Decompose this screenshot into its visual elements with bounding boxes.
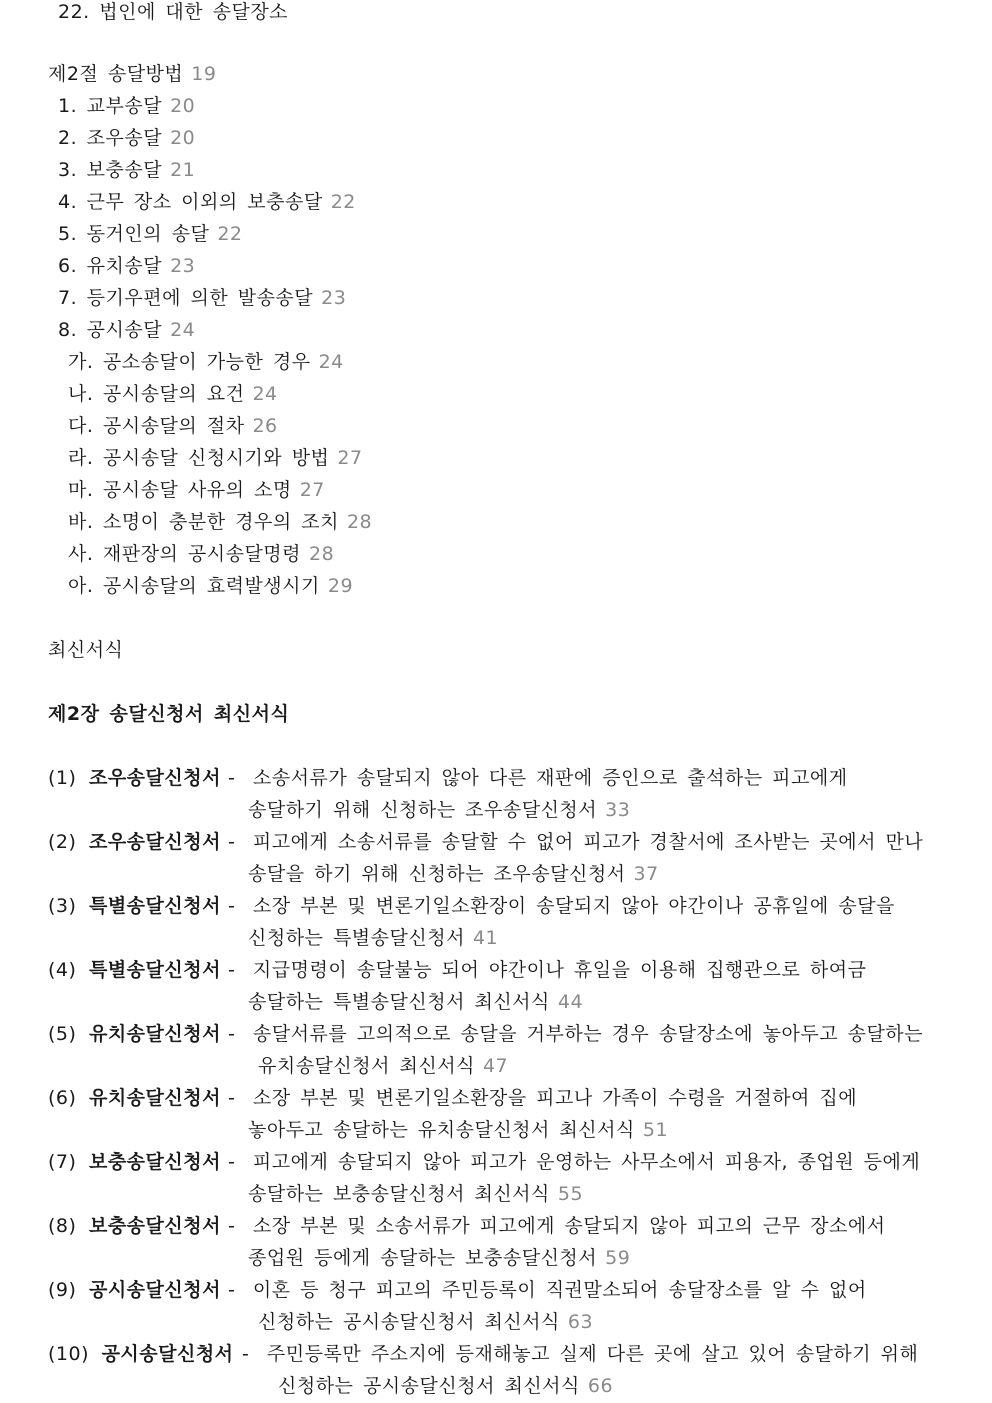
toc-subitem-label: 사. 재판장의 공시송달명령 [68,543,302,565]
toc-item-label: 22. 법인에 대한 송달장소 [58,1,289,23]
entry-text: 피고에게 송달되지 않아 피고가 운영하는 사무소에서 피용자, 종업원 등에게 [252,1151,921,1173]
toc-subitem-label: 다. 공시송달의 절차 [68,415,245,437]
latest-forms-label: 최신서식 [48,639,124,661]
entry-text: 소장 부본 및 변론기일소환장이 송달되지 않아 야간이나 공휴일에 송달을 [252,895,895,917]
page-number: 28 [346,511,373,533]
entry-number: (8) [48,1215,77,1237]
toc-subitem [68,446,363,470]
toc-item-label: 3. 보충송달 [58,159,163,181]
form-entry [48,1278,221,1302]
page-number: 41 [472,927,499,949]
toc-item-label: 5. 동거인의 송달 [58,223,210,245]
toc-item-22 [58,0,288,24]
entry-name: 특별송달신청서 [88,959,221,981]
entry-text: 종업원 등에게 송달하는 보충송달신청서 [248,1247,598,1269]
entry-number: (3) [48,895,77,917]
toc-subitem-label: 아. 공시송달의 효력발생시기 [68,575,320,597]
page-number: 51 [642,1119,669,1141]
toc-subitem [68,510,372,534]
form-entry [48,1342,234,1366]
entry-desc-line2 [258,1054,508,1078]
page-number: 27 [299,479,325,501]
toc-subitem [68,542,334,566]
page-number: 20 [170,95,196,117]
entry-desc-line2 [248,926,498,950]
page-number: 22 [217,223,243,245]
entry-number: (6) [48,1087,77,1109]
form-entry [48,1214,221,1238]
form-entry [48,1022,221,1046]
entry-text: 놓아두고 송달하는 유치송달신청서 최신서식 [248,1119,635,1141]
page-number: 23 [170,255,196,277]
page-number: 24 [252,383,278,405]
form-entry [48,894,221,918]
toc-subitem [68,478,325,502]
entry-text: 소송서류가 송달되지 않아 다른 재판에 증인으로 출석하는 피고에게 [252,767,848,789]
entry-number: (7) [48,1151,77,1173]
page-number: 21 [170,159,196,181]
page-number: 28 [309,543,335,565]
toc-subitem-label: 바. 소명이 충분한 경우의 조치 [68,511,339,533]
toc-subitem-label: 라. 공시송달 신청시기와 방법 [68,447,330,469]
entry-desc-line1 [242,1342,918,1366]
page-number: 23 [321,287,347,309]
entry-text: 신청하는 공시송달신청서 최신서식 [278,1375,580,1397]
toc-item-label: 8. 공시송달 [58,319,163,341]
entry-text: 신청하는 특별송달신청서 [248,927,465,949]
page-number: 24 [318,351,344,373]
toc-subitem [68,382,278,406]
entry-text: 소장 부본 및 변론기일소환장을 피고나 가족이 수령을 거절하여 집에 [252,1087,858,1109]
entry-name: 보충송달신청서 [88,1215,221,1237]
entry-desc-line1 [228,894,895,918]
page-number: 47 [482,1055,509,1077]
entry-name: 특별송달신청서 [88,895,221,917]
toc-item [58,158,195,182]
entry-name: 유치송달신청서 [88,1087,221,1109]
entry-desc-line1 [228,1086,857,1110]
entry-name: 조우송달신청서 [88,831,221,853]
toc-subitem-label: 나. 공시송달의 요건 [68,383,245,405]
entry-desc-line2 [248,990,583,1014]
toc-subitem [68,350,344,374]
page-number: 59 [605,1247,631,1269]
entry-text: 송달하는 보충송달신청서 최신서식 [248,1183,550,1205]
page-number: 66 [587,1375,614,1397]
entry-name: 공시송달신청서 [88,1279,221,1301]
entry-text: 송달서류를 고의적으로 송달을 거부하는 경우 송달장소에 놓아두고 송달하는 [252,1023,924,1045]
page-number: 33 [605,799,631,821]
entry-text: 송달하는 특별송달신청서 최신서식 [248,991,550,1013]
entry-desc-line1 [228,1278,867,1302]
page-number: 26 [252,415,278,437]
entry-desc-line2 [248,1246,630,1270]
toc-subitem [68,574,353,598]
entry-name: 보충송달신청서 [88,1151,221,1173]
entry-text: 신청하는 공시송달신청서 최신서식 [258,1311,560,1333]
entry-desc-line1 [228,766,848,790]
chapter-title: 제2장 송달신청서 최신서식 [48,703,290,725]
entry-desc-line1 [228,830,923,854]
toc-item [58,190,356,214]
entry-text: 지급명령이 송달불능 되어 야간이나 휴일을 이용해 집행관으로 하여금 [252,959,867,981]
entry-desc-line2 [278,1374,613,1398]
entry-name: 공시송달신청서 [101,1343,234,1365]
form-entry [48,958,221,982]
page-number: 37 [633,863,659,885]
entry-number: (10) [48,1343,90,1365]
page-number: 22 [330,191,356,213]
toc-item-label: 6. 유치송달 [58,255,163,277]
page-number: 44 [557,991,584,1013]
section-title: 제2절 송달방법 [48,63,184,85]
form-entry [48,766,221,790]
entry-dash: - [228,1087,236,1109]
entry-desc-line1 [228,1214,886,1238]
entry-dash: - [228,895,236,917]
entry-name: 조우송달신청서 [88,767,221,789]
toc-item-label: 7. 등기우편에 의한 발송송달 [58,287,314,309]
page-number: 63 [567,1311,594,1333]
page-number: 19 [191,63,217,85]
toc-subitem [68,414,278,438]
entry-desc-line2 [248,1182,583,1206]
form-entry [48,1086,221,1110]
toc-item [58,222,243,246]
entry-text: 주민등록만 주소지에 등재해놓고 실제 다른 곳에 살고 있어 송달하기 위해 [266,1343,919,1365]
page-number: 20 [170,127,196,149]
entry-number: (2) [48,831,77,853]
page-number: 24 [170,319,196,341]
entry-dash: - [228,1151,236,1173]
entry-text: 유치송달신청서 최신서식 [258,1055,475,1077]
entry-desc-line1 [228,958,866,982]
page-number: 55 [557,1183,584,1205]
page-number: 29 [327,575,354,597]
section-heading [48,62,216,86]
toc-subitem-label: 마. 공시송달 사유의 소명 [68,479,292,501]
toc-item-label: 1. 교부송달 [58,95,163,117]
entry-text: 이혼 등 청구 피고의 주민등록이 직권말소되어 송달장소를 알 수 없어 [252,1279,867,1301]
entry-text: 송달하기 위해 신청하는 조우송달신청서 [248,799,598,821]
toc-item-label: 2. 조우송달 [58,127,163,149]
entry-number: (1) [48,767,77,789]
entry-desc-line2 [248,798,630,822]
entry-dash: - [228,767,236,789]
entry-dash: - [242,1343,250,1365]
toc-item [58,94,195,118]
entry-number: (9) [48,1279,77,1301]
entry-dash: - [228,1215,236,1237]
toc-item-label: 4. 근무 장소 이외의 보충송달 [58,191,323,213]
entry-text: 소장 부본 및 소송서류가 피고에게 송달되지 않아 피고의 근무 장소에서 [252,1215,886,1237]
entry-number: (4) [48,959,77,981]
entry-text: 피고에게 소송서류를 송달할 수 없어 피고가 경찰서에 조사받는 곳에서 만나 [252,831,924,853]
form-entry [48,1150,221,1174]
toc-item [58,286,346,310]
entry-number: (5) [48,1023,77,1045]
entry-desc-line1 [228,1150,920,1174]
entry-desc-line2 [248,862,659,886]
page-number: 27 [337,447,363,469]
entry-dash: - [228,1023,236,1045]
entry-dash: - [228,959,236,981]
entry-dash: - [228,1279,236,1301]
entry-name: 유치송달신청서 [88,1023,221,1045]
toc-item [58,126,195,150]
toc-subitem-label: 가. 공소송달이 가능한 경우 [68,351,311,373]
entry-dash: - [228,831,236,853]
toc-item [58,254,195,278]
toc-item [58,318,195,342]
entry-desc-line2 [258,1310,593,1334]
entry-desc-line1 [228,1022,923,1046]
entry-desc-line2 [248,1118,668,1142]
entry-text: 송달을 하기 위해 신청하는 조우송달신청서 [248,863,626,885]
form-entry [48,830,221,854]
